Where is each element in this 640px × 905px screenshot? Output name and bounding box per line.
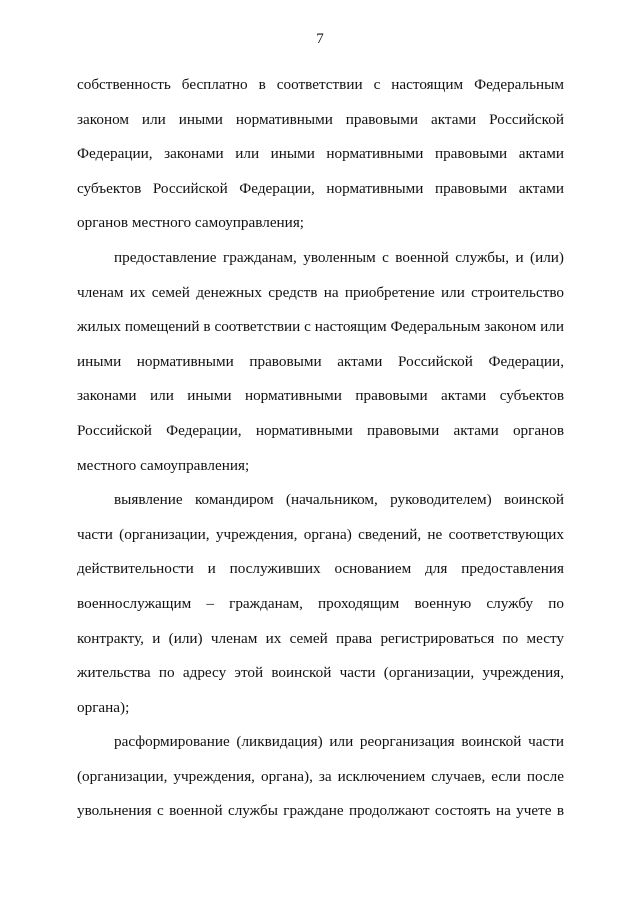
paragraph-disbandment: расформирование (ликвидация) или реорганизация воинской части (организации, учреждения, органа), за исключением случаев, если после увольнения с военной службы граждане продолжают состоять на учете в: [77, 733, 564, 820]
document-body: [77, 68, 564, 829]
paragraph-housing-funds: предоставление гражданам, уволенным с военной службы, и (или) членам их семей денежных средств на приобретение или строительство жилых помещений в соответствии с настоящим Федеральным законом или иными нормативными правовыми актами Российской Федерации, законами или иными нормативными правовыми актами субъектов Российской Федерации, нормативными правовыми актами органов местного самоуправления;: [77, 248, 564, 474]
paragraph-false-information: выявление командиром (начальником, руководителем) воинской части (организации, учреждения, органа) сведений, не соответствующих действительности и послуживших основанием для предоставления военнослужащим – гражданам, проходящим военную службу по контракту, и (или) членам их семей права регистрироваться по месту жительства по адресу этой воинской части (организации, учреждения, органа);: [77, 491, 564, 716]
paragraph-continuation: собственность бесплатно в соответствии с настоящим Федеральным законом или иными нормативными правовыми актами Российской Федерации, законами или иными нормативными правовыми актами субъектов Российской Федерации, нормативными правовыми актами органов местного самоуправления;: [77, 76, 564, 232]
page-number: 7: [316, 31, 324, 47]
